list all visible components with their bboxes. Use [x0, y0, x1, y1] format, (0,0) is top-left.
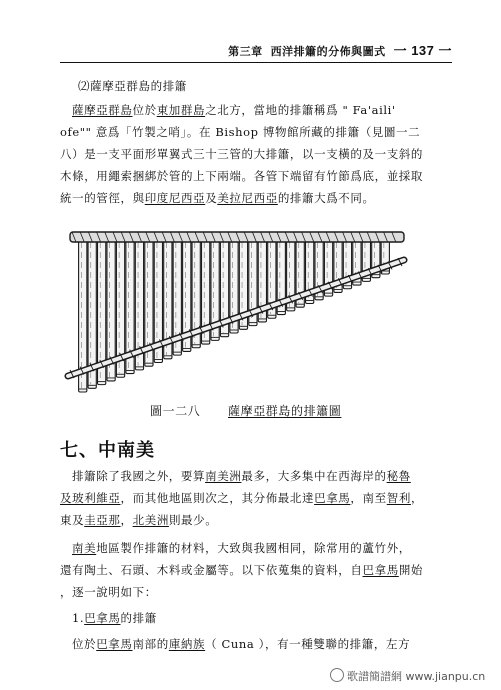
paragraph-line: 統一的管徑，與印度尼西亞及美拉尼西亞的排簫大爲不同。 [60, 191, 375, 205]
place-name: 巴拿馬 [362, 563, 399, 577]
place-name: 巴拿馬 [314, 491, 351, 505]
place-name: 印度尼西亞 [144, 191, 206, 205]
section-heading-central-south-america: 七、中南美 [60, 440, 155, 461]
place-name: 圭亞那 [84, 513, 121, 527]
figure-caption: 薩摩亞群島的排簫圖 [228, 404, 342, 418]
page-number: 一 137 一 [393, 43, 452, 58]
place-name: 巴拿馬 [96, 637, 133, 651]
place-name: 智利 [386, 491, 411, 505]
figure-number: 圖一二八 [150, 404, 201, 418]
paragraph-line: 東及圭亞那，北美洲則最少。 [60, 513, 218, 527]
paragraph-line: 還有陶土、石頭、木料或金屬等。以下依蒐集的資料，自巴拿馬開始 [60, 563, 424, 577]
site-watermark: 歌譜簡譜網 www.jianpu.cn [330, 668, 498, 686]
paragraph-line: ofe"" 意爲「竹製之哨」。在 Bishop 博物館所藏的排簫（見圖一二 [60, 125, 421, 139]
paragraph-line: 位於巴拿馬南部的庫納族（ Cuna ），有一種雙聯的排簫，左方 [72, 637, 411, 651]
place-name: 巴拿馬 [84, 611, 121, 625]
running-header [60, 40, 452, 63]
paragraph-line: 木條，用繩索捆綁於管的上下兩端。各管下端留有竹節爲底，並採取 [60, 169, 423, 183]
chapter-title: 西洋排簫的分佈與圖式 [270, 45, 386, 58]
panpipe-illustration [64, 222, 408, 404]
paragraph-line: 南美地區製作排簫的材料，大致與我國相同，除常用的蘆竹外， [72, 541, 411, 555]
place-name: 及玻利維亞 [60, 491, 121, 505]
paragraph-line: 排簫除了我國之外，要算南美洲最多，大多集中在西海岸的秘魯 [72, 469, 411, 483]
paragraph-line: 及玻利維亞，而其他地區則次之，其分佈最北達巴拿馬，南至智利， [60, 491, 424, 505]
paragraph-line: 八）是一支平面形單翼式三十三管的大排簫，以一支橫的及一支斜的 [60, 147, 423, 161]
place-name: 美拉尼西亞 [217, 191, 278, 205]
place-name: 北美洲 [132, 513, 169, 527]
place-name: 東加群島 [156, 103, 206, 117]
subsection-heading-samoa: ⑵薩摩亞群島的排簫 [78, 79, 187, 93]
paragraph-line: 薩摩亞群島位於東加群島之北方，當地的排簫稱爲 " Fa'aili' [72, 103, 396, 117]
place-name: 庫納族 [168, 637, 206, 651]
watermark-logo-icon [330, 668, 344, 682]
chapter-label: 第三章 [228, 45, 263, 58]
place-name: 南美洲 [205, 469, 242, 483]
place-name: 薩摩亞群島 [72, 103, 133, 117]
place-name: 南美 [72, 541, 97, 555]
place-name: 秘魯 [386, 469, 411, 483]
subsection-heading-panama: 1.巴拿馬的排簫 [72, 611, 157, 625]
paragraph-line: ，逐一說明如下： [60, 585, 157, 599]
